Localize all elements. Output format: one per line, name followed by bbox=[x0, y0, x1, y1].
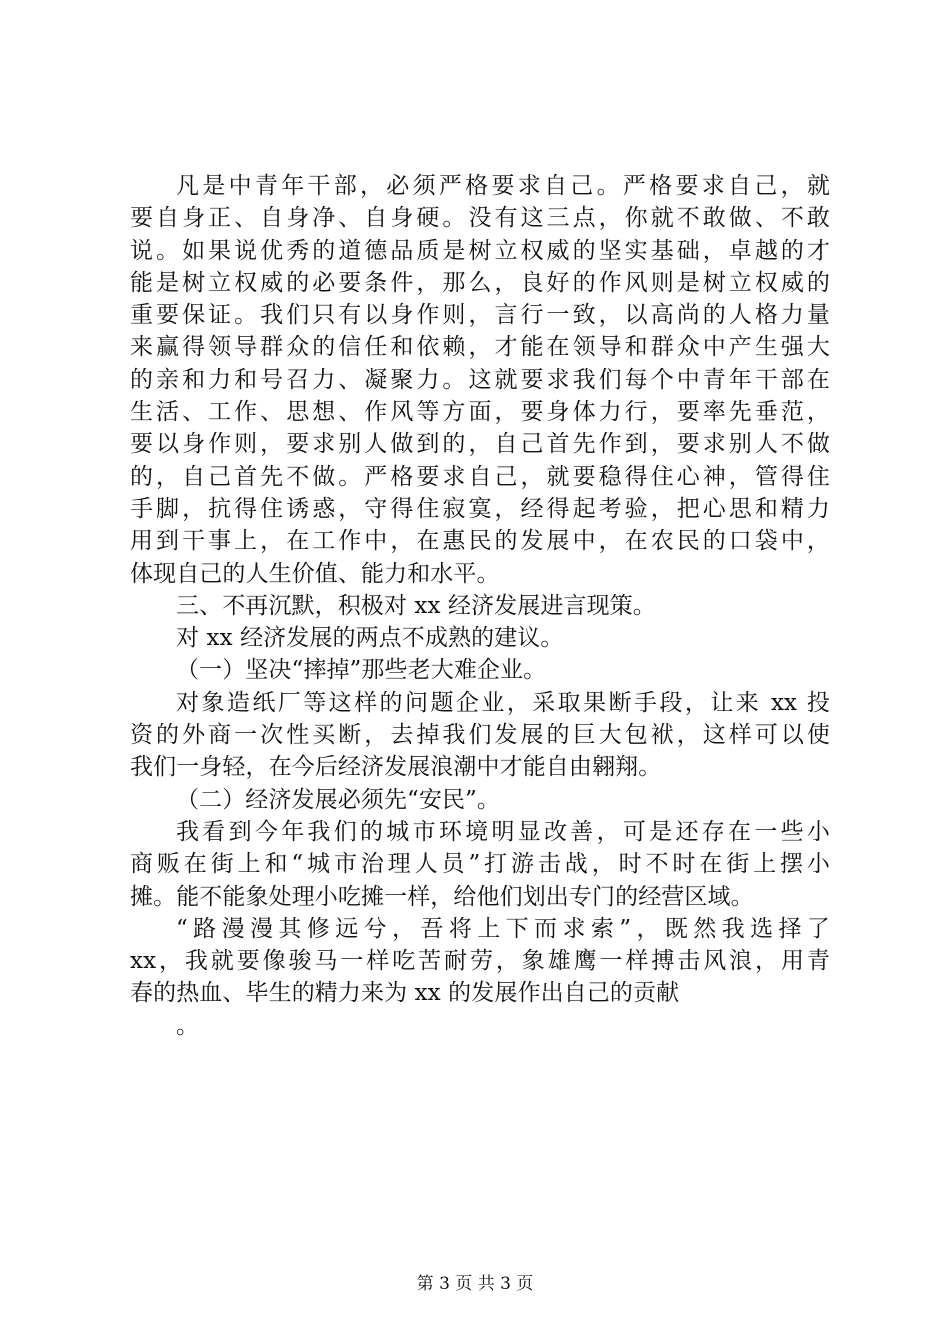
paragraph-line: 我看到今年我们的城市环境明显改善，可是还存在一些小 bbox=[176, 818, 830, 845]
paragraph-line: 用到干事上，在工作中，在惠民的发展中，在农民的口袋中， bbox=[130, 528, 830, 555]
paragraph-line: 商贩在街上和“城市治理人员”打游击战，时不时在街上摆小 bbox=[130, 851, 830, 878]
paragraph-line: 对 xx 经济发展的两点不成熟的建议。 bbox=[176, 625, 564, 652]
paragraph-line: xx，我就要像骏马一样吃苦耐劳，象雄鹰一样搏击风浪，用青 bbox=[130, 948, 830, 975]
page-indicator: 第 3 页 共 3 页 bbox=[416, 1274, 534, 1294]
subsection-heading: （二）经济发展必须先“安民”。 bbox=[176, 786, 501, 813]
paragraph-line: 春的热血、毕生的精力来为 xx 的发展作出自己的贡献 bbox=[130, 980, 680, 1007]
section-heading: 三、不再沉默，积极对 xx 经济发展进言现策。 bbox=[176, 592, 656, 619]
paragraph-line: 生活、工作、思想、作风等方面，要身体力行，要率先垂范， bbox=[130, 399, 830, 426]
paragraph-line: 摊。能不能象处理小吃摊一样，给他们划出专门的经营区域。 bbox=[130, 883, 754, 910]
paragraph-line: 体现自己的人生价值、能力和水平。 bbox=[130, 560, 500, 587]
paragraph-line: 我们一身轻，在今后经济发展浪潮中才能自由翱翔。 bbox=[130, 754, 662, 781]
paragraph-line: 手脚，抗得住诱惑，守得住寂寞，经得起考验，把心思和精力 bbox=[130, 495, 830, 522]
subsection-heading: （一）坚决“摔掉”那些老大难企业。 bbox=[176, 657, 547, 684]
paragraph-line: 能是树立权威的必要条件，那么，良好的作风则是树立权威的 bbox=[130, 269, 830, 296]
paragraph-line: 重要保证。我们只有以身作则，言行一致，以高尚的人格力量 bbox=[130, 302, 830, 329]
paragraph-line: 来赢得领导群众的信任和依赖，才能在领导和群众中产生强大 bbox=[130, 334, 830, 361]
page-footer bbox=[0, 1273, 950, 1295]
paragraph-line: 说。如果说优秀的道德品质是树立权威的坚实基础，卓越的才 bbox=[130, 237, 830, 264]
paragraph-line: 要自身正、自身净、自身硬。没有这三点，你就不敢做、不敢 bbox=[130, 205, 830, 232]
paragraph-line: 的亲和力和号召力、凝聚力。这就要求我们每个中青年干部在 bbox=[130, 366, 830, 393]
paragraph-line: 对象造纸厂等这样的问题企业，采取果断手段，让来 xx 投 bbox=[176, 689, 830, 716]
paragraph-line: 要以身作则，要求别人做到的，自己首先作到，要求别人不做 bbox=[130, 431, 830, 458]
paragraph-line: 的，自己首先不做。严格要求自己，就要稳得住心神，管得住 bbox=[130, 463, 830, 490]
paragraph-line: “路漫漫其修远兮，吾将上下而求索”，既然我选择了 bbox=[176, 915, 830, 942]
paragraph-line: 。 bbox=[176, 1012, 200, 1039]
paragraph-line: 凡是中青年干部，必须严格要求自己。严格要求自己，就 bbox=[176, 173, 830, 199]
document-body bbox=[130, 170, 830, 1042]
paragraph-line: 资的外商一次性买断，去掉我们发展的巨大包袱，这样可以使 bbox=[130, 722, 830, 749]
